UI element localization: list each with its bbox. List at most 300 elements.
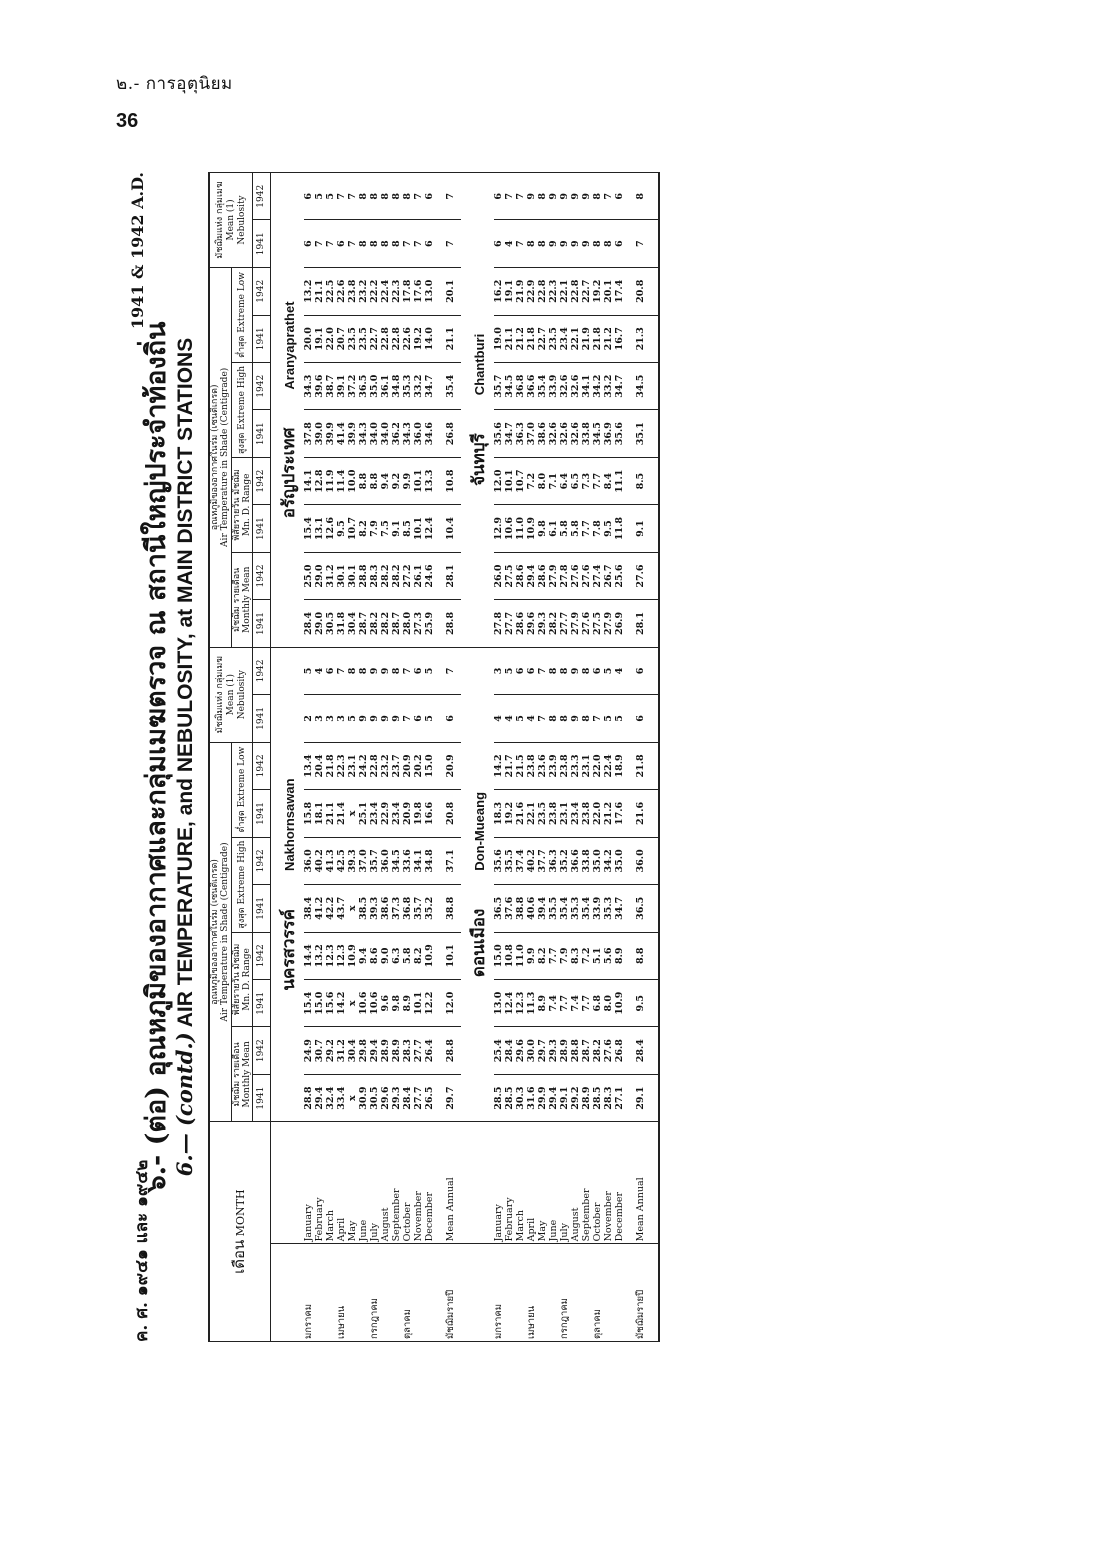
table-cell: 27.3: [414, 600, 425, 647]
table-cell: 41.4: [337, 410, 348, 457]
station-name-thai: อรัญประเทศ: [278, 427, 299, 519]
table-cell: 17.6: [414, 267, 425, 315]
table-cell: 8: [582, 695, 593, 742]
table-cell: 15.4: [304, 505, 315, 552]
month-header-en: MONTH: [234, 1189, 248, 1237]
table-cell: 5.8: [571, 505, 582, 552]
table-cell: 35.5: [505, 837, 516, 884]
table-cell: 34.7: [615, 885, 626, 932]
table-cell: 19.1: [505, 267, 516, 315]
table-cell: 39.1: [337, 362, 348, 409]
table-cell: 13.3: [425, 457, 436, 504]
table-cell: 23.2: [359, 267, 370, 315]
table-cell: 13.0: [494, 980, 505, 1027]
table-cell: 28.8: [359, 552, 370, 599]
table-cell: 7: [538, 695, 549, 742]
table-cell: 27.6: [604, 1027, 615, 1074]
table-cell: 37.0: [359, 837, 370, 884]
table-cell: 22.4: [381, 267, 392, 315]
station-name-right: [270, 173, 304, 648]
table-cell: 4: [494, 695, 505, 742]
table-cell: 29.8: [359, 1027, 370, 1074]
table-cell: 29.4: [549, 1074, 560, 1121]
table-cell: 23.4: [370, 790, 381, 837]
table-cell: 10.1: [414, 457, 425, 504]
table-cell: 10.8: [505, 932, 516, 979]
table-cell: 12.3: [337, 932, 348, 979]
table-cell: 26.1: [414, 552, 425, 599]
table-cell: 6: [304, 173, 315, 221]
table-cell: x: [348, 1074, 359, 1121]
running-head: ๒.- การอุตุนิยม: [116, 74, 233, 94]
table-cell: 28.8: [304, 1074, 315, 1121]
table-cell: 27.5: [505, 552, 516, 599]
rule-cell: [652, 173, 659, 221]
year-header: 1942: [253, 552, 270, 599]
table-cell: 6: [326, 647, 337, 694]
table-cell: 22.7: [582, 267, 593, 315]
year-header: 1941: [253, 410, 270, 457]
table-cell: 17.4: [615, 267, 626, 315]
table-cell: 35.2: [560, 837, 571, 884]
rule-cell: [652, 932, 659, 979]
table-cell: 25.0: [304, 552, 315, 599]
table-cell: 22.0: [593, 790, 604, 837]
table-cell: 27.7: [560, 600, 571, 647]
mean-cell: 21.3: [626, 315, 652, 362]
table-cell: 33.8: [582, 410, 593, 457]
table-cell: 15.0: [494, 932, 505, 979]
table-cell: 13.2: [315, 932, 326, 979]
table-cell: 6.1: [549, 505, 560, 552]
mean-cell: 20.9: [436, 742, 462, 790]
table-cell: 7.4: [571, 980, 582, 1027]
table-cell: 28.2: [381, 600, 392, 647]
table-cell: 21.7: [505, 742, 516, 790]
table-cell: 19.2: [414, 315, 425, 362]
table-cell: 29.0: [315, 600, 326, 647]
table-cell: 30.0: [527, 1027, 538, 1074]
table-cell: 7.7: [582, 505, 593, 552]
table-cell: 8: [538, 220, 549, 267]
table-cell: 21.1: [505, 315, 516, 362]
corner-date-thai: ค. ศ. ๑๙๔๑ และ ๑๙๔๒: [132, 1159, 152, 1342]
mean-cell: 12.0: [436, 980, 462, 1027]
table-cell: 38.8: [516, 885, 527, 932]
rule-cell: [652, 505, 659, 552]
table-cell: 10.6: [370, 980, 381, 1027]
table-cell: 8: [392, 220, 403, 267]
table-cell: 22.3: [337, 742, 348, 790]
table-cell: 34.1: [582, 362, 593, 409]
table-cell: 35.7: [494, 362, 505, 409]
table-cell: 21.5: [516, 742, 527, 790]
table-cell: 30.5: [326, 600, 337, 647]
neb-en: Mean (1) Nebulosity: [225, 670, 247, 720]
table-cell: 8: [392, 173, 403, 221]
weather-table: [208, 172, 660, 1342]
table-cell: 19.8: [414, 790, 425, 837]
table-cell: 8: [527, 220, 538, 267]
month-thai: [348, 1244, 359, 1342]
table-cell: 22.8: [370, 742, 381, 790]
table-cell: 27.9: [549, 552, 560, 599]
table-cell: 29.3: [549, 1027, 560, 1074]
table-cell: 8.8: [359, 457, 370, 504]
table-cell: 21.2: [604, 790, 615, 837]
table-cell: 35.6: [615, 410, 626, 457]
year-header: 1941: [253, 1074, 270, 1121]
year-header: 1941: [253, 600, 270, 647]
month-en: May: [538, 1122, 549, 1244]
table-cell: 23.6: [538, 742, 549, 790]
table-cell: 5: [505, 647, 516, 694]
table-cell: 11.4: [337, 457, 348, 504]
table-cell: 35.4: [560, 885, 571, 932]
table-cell: 7: [505, 173, 516, 221]
table-cell: 12.0: [494, 457, 505, 504]
table-cell: 24.2: [359, 742, 370, 790]
table-cell: 35.5: [549, 885, 560, 932]
rule-cell: [652, 1074, 659, 1121]
extreme-high-header: สูงสุด Extreme High: [231, 362, 253, 457]
mean-cell: 34.5: [626, 362, 652, 409]
mean-cell: 7: [626, 220, 652, 267]
table-cell: 14.2: [337, 980, 348, 1027]
month-thai: [615, 1244, 626, 1342]
table-cell: 19.2: [505, 790, 516, 837]
table-cell: 4: [527, 695, 538, 742]
table-cell: 5.1: [593, 932, 604, 979]
table-cell: 23.8: [549, 790, 560, 837]
table-cell: 35.4: [582, 885, 593, 932]
mean-cell: 10.1: [436, 932, 462, 979]
table-cell: 13.4: [304, 742, 315, 790]
mean-cell: 6: [626, 695, 652, 742]
table-cell: 18.9: [615, 742, 626, 790]
year-header: 1942: [253, 362, 270, 409]
table-cell: 35.7: [414, 885, 425, 932]
table-cell: 9: [370, 695, 381, 742]
table-cell: 26.7: [604, 552, 615, 599]
table-cell: 29.4: [527, 552, 538, 599]
table-cell: 3: [326, 695, 337, 742]
station-name-en: Nakhornsawan: [281, 778, 297, 871]
table-cell: 21.2: [604, 315, 615, 362]
table-cell: 31.2: [326, 552, 337, 599]
month-en: February: [505, 1122, 516, 1244]
table-cell: 27.7: [505, 600, 516, 647]
station-spacer: [270, 1122, 304, 1244]
table-cell: 6: [425, 173, 436, 221]
year-header: 1941: [253, 220, 270, 267]
table-cell: 21.9: [582, 315, 593, 362]
table-cell: 34.8: [425, 837, 436, 884]
table-cell: 36.9: [604, 410, 615, 457]
table-cell: 14.4: [304, 932, 315, 979]
table-cell: 12.4: [505, 980, 516, 1027]
mean-cell: 10.4: [436, 505, 462, 552]
mean-cell: 9.1: [626, 505, 652, 552]
year-header: 1942: [253, 457, 270, 504]
table-cell: 8: [549, 647, 560, 694]
table-cell: 22.8: [392, 315, 403, 362]
table-cell: 33.9: [549, 362, 560, 409]
table-cell: 9: [571, 695, 582, 742]
station-name-en: Chantburi: [472, 333, 488, 396]
table-cell: 21.6: [516, 790, 527, 837]
table-cell: 9.6: [381, 980, 392, 1027]
table-cell: 13.2: [304, 267, 315, 315]
table-cell: 10.9: [527, 505, 538, 552]
table-cell: x: [348, 790, 359, 837]
table-cell: 9: [381, 695, 392, 742]
table-cell: 22.8: [381, 315, 392, 362]
table-cell: 9.5: [604, 505, 615, 552]
table-cell: 34.0: [381, 410, 392, 457]
station-name-left: [270, 647, 304, 1122]
table-cell: 3: [315, 695, 326, 742]
table-cell: 12.3: [326, 932, 337, 979]
mean-cell: 20.8: [626, 267, 652, 315]
table-cell: 27.6: [582, 552, 593, 599]
table-cell: 5.8: [560, 505, 571, 552]
rule-cell: [652, 267, 659, 315]
mean-cell: 38.8: [436, 885, 462, 932]
table-cell: 7: [516, 173, 527, 221]
month-thai: [604, 1244, 615, 1342]
table-cell: 8.0: [604, 980, 615, 1027]
table-cell: 34.3: [403, 410, 414, 457]
table-cell: 35.3: [571, 885, 582, 932]
table-cell: 20.9: [403, 790, 414, 837]
table-cell: 8.2: [538, 932, 549, 979]
table-cell: 41.3: [326, 837, 337, 884]
table-cell: 7: [403, 695, 414, 742]
rule-cell: [652, 315, 659, 362]
table-cell: 41.2: [315, 885, 326, 932]
table-cell: 40.2: [315, 837, 326, 884]
table-cell: 11.0: [516, 932, 527, 979]
table-cell: 20.9: [403, 742, 414, 790]
table-cell: 7: [326, 220, 337, 267]
table-cell: 7: [414, 220, 425, 267]
table-cell: 22.6: [337, 267, 348, 315]
table-cell: 22.8: [538, 267, 549, 315]
table-cell: 23.8: [348, 267, 359, 315]
table-cell: 6: [425, 220, 436, 267]
table-cell: 32.6: [571, 362, 582, 409]
table-cell: 23.5: [359, 315, 370, 362]
table-cell: 30.3: [516, 1074, 527, 1121]
table-cell: 22.5: [326, 267, 337, 315]
table-cell: 7.2: [527, 457, 538, 504]
mean-cell: 7: [436, 647, 462, 694]
table-cell: 18.3: [494, 790, 505, 837]
table-cell: 7.7: [549, 932, 560, 979]
mean-cell: 35.1: [626, 410, 652, 457]
table-cell: 5.6: [604, 932, 615, 979]
table-cell: 39.9: [326, 410, 337, 457]
station-name-thai: จันทบุรี: [469, 433, 490, 486]
mean-cell: 20.1: [436, 267, 462, 315]
table-cell: 36.8: [516, 362, 527, 409]
table-cell: 13.1: [315, 505, 326, 552]
table-cell: 38.5: [359, 885, 370, 932]
table-cell: 4: [615, 647, 626, 694]
mean-cell: 21.6: [626, 790, 652, 837]
table-cell: 22.9: [381, 790, 392, 837]
table-cell: 22.0: [326, 315, 337, 362]
table-cell: 39.3: [348, 837, 359, 884]
table-cell: 20.7: [337, 315, 348, 362]
table-cell: 34.5: [593, 410, 604, 457]
table-cell: 6: [414, 647, 425, 694]
table-cell: 9.9: [403, 457, 414, 504]
table-cell: 35.2: [425, 885, 436, 932]
table-cell: 8: [359, 173, 370, 221]
year-header: 1942: [253, 267, 270, 315]
rule-cell: [652, 1027, 659, 1074]
month-en: July: [560, 1122, 571, 1244]
table-cell: 9: [549, 173, 560, 221]
table-cell: 9.0: [381, 932, 392, 979]
extreme-high-header: สูงสุด Extreme High: [231, 837, 253, 932]
table-cell: 9: [359, 695, 370, 742]
table-cell: 10.9: [425, 932, 436, 979]
year-header: 1941: [253, 315, 270, 362]
table-cell: 34.2: [593, 362, 604, 409]
mean-cell: 35.4: [436, 362, 462, 409]
table-cell: 7: [403, 647, 414, 694]
table-cell: 7: [315, 220, 326, 267]
table-cell: 3: [494, 647, 505, 694]
table-cell: 28.5: [593, 1074, 604, 1121]
month-en: October: [403, 1122, 414, 1244]
table-cell: 19.1: [315, 315, 326, 362]
table-cell: 36.1: [381, 362, 392, 409]
table-cell: 24.6: [425, 552, 436, 599]
month-en: January: [304, 1122, 315, 1244]
table-cell: 14.2: [494, 742, 505, 790]
table-cell: 20.4: [315, 742, 326, 790]
table-cell: 39.0: [315, 410, 326, 457]
table-cell: 22.9: [527, 267, 538, 315]
table-cell: 23.8: [582, 790, 593, 837]
air-temp-header-right: [209, 267, 231, 647]
month-thai: เมษายน: [527, 1244, 538, 1342]
table-cell: 11.1: [615, 457, 626, 504]
table-cell: 28.2: [549, 600, 560, 647]
table-cell: 35.3: [604, 885, 615, 932]
table-cell: 8.9: [403, 980, 414, 1027]
table-cell: 22.3: [549, 267, 560, 315]
station-name-thai: นครสวรรค์: [278, 908, 299, 991]
table-cell: 6.4: [560, 457, 571, 504]
year-header: 1942: [253, 1027, 270, 1074]
table-cell: 9: [560, 220, 571, 267]
table-cell: 12.2: [425, 980, 436, 1027]
table-cell: 34.1: [414, 837, 425, 884]
table-cell: 6: [414, 695, 425, 742]
table-cell: 9.8: [392, 980, 403, 1027]
station-spacer: [461, 1122, 494, 1244]
table-cell: 6: [527, 647, 538, 694]
month-en: June: [549, 1122, 560, 1244]
rule-cell: [652, 1122, 659, 1244]
table-cell: 8: [370, 173, 381, 221]
table-cell: 27.2: [403, 552, 414, 599]
rule-cell: [652, 885, 659, 932]
month-thai: [414, 1244, 425, 1342]
mean-cell: 6: [626, 647, 652, 694]
table-cell: 9.9: [527, 932, 538, 979]
month-en: December: [425, 1122, 436, 1244]
table-cell: 6.5: [571, 457, 582, 504]
table-cell: 8: [582, 647, 593, 694]
month-en: April: [337, 1122, 348, 1244]
table-cell: 7.3: [582, 457, 593, 504]
table-cell: 10.1: [414, 980, 425, 1027]
table-cell: 22.7: [538, 315, 549, 362]
table-cell: 36.5: [494, 885, 505, 932]
table-cell: 28.2: [381, 552, 392, 599]
table-cell: 36.0: [304, 837, 315, 884]
table-cell: 5.8: [403, 932, 414, 979]
month-en: June: [359, 1122, 370, 1244]
table-cell: 6: [516, 647, 527, 694]
table-cell: 9: [392, 695, 403, 742]
table-cell: 21.4: [337, 790, 348, 837]
nebulosity-header-right: [209, 173, 253, 268]
year-header: 1942: [253, 742, 270, 790]
table-cell: 29.9: [538, 1074, 549, 1121]
table-cell: 28.4: [304, 600, 315, 647]
table-cell: 22.8: [571, 267, 582, 315]
month-en: September: [392, 1122, 403, 1244]
table-cell: 27.1: [615, 1074, 626, 1121]
table-cell: 32.6: [560, 410, 571, 457]
table-cell: 5: [315, 173, 326, 221]
table-cell: 23.4: [560, 315, 571, 362]
table-cell: 9.8: [538, 505, 549, 552]
rule-cell: [652, 837, 659, 884]
table-title-en: [172, 172, 198, 1342]
station-name-left: [461, 647, 494, 1122]
table-cell: 8: [560, 695, 571, 742]
table-cell: 5: [326, 173, 337, 221]
mean-cell: 8: [626, 173, 652, 221]
table-cell: 7.7: [560, 980, 571, 1027]
table-cell: 23.1: [582, 742, 593, 790]
mean-label-en: Mean Annual: [436, 1122, 462, 1244]
table-cell: 35.3: [403, 362, 414, 409]
table-cell: 7.7: [593, 457, 604, 504]
table-cell: 31.2: [337, 1027, 348, 1074]
month-thai: [425, 1244, 436, 1342]
table-cell: 39.3: [370, 885, 381, 932]
rotated-table-page: [128, 172, 908, 1342]
table-cell: 5: [348, 695, 359, 742]
table-cell: 9.4: [381, 457, 392, 504]
table-cell: 28.3: [403, 1027, 414, 1074]
air-temp-en: Air Temperature in Shade (Centigrade): [220, 842, 231, 1022]
year-header: 1942: [253, 932, 270, 979]
table-cell: 28.7: [582, 1027, 593, 1074]
table-cell: 7.1: [549, 457, 560, 504]
table-cell: 21.2: [516, 315, 527, 362]
table-cell: 15.6: [326, 980, 337, 1027]
